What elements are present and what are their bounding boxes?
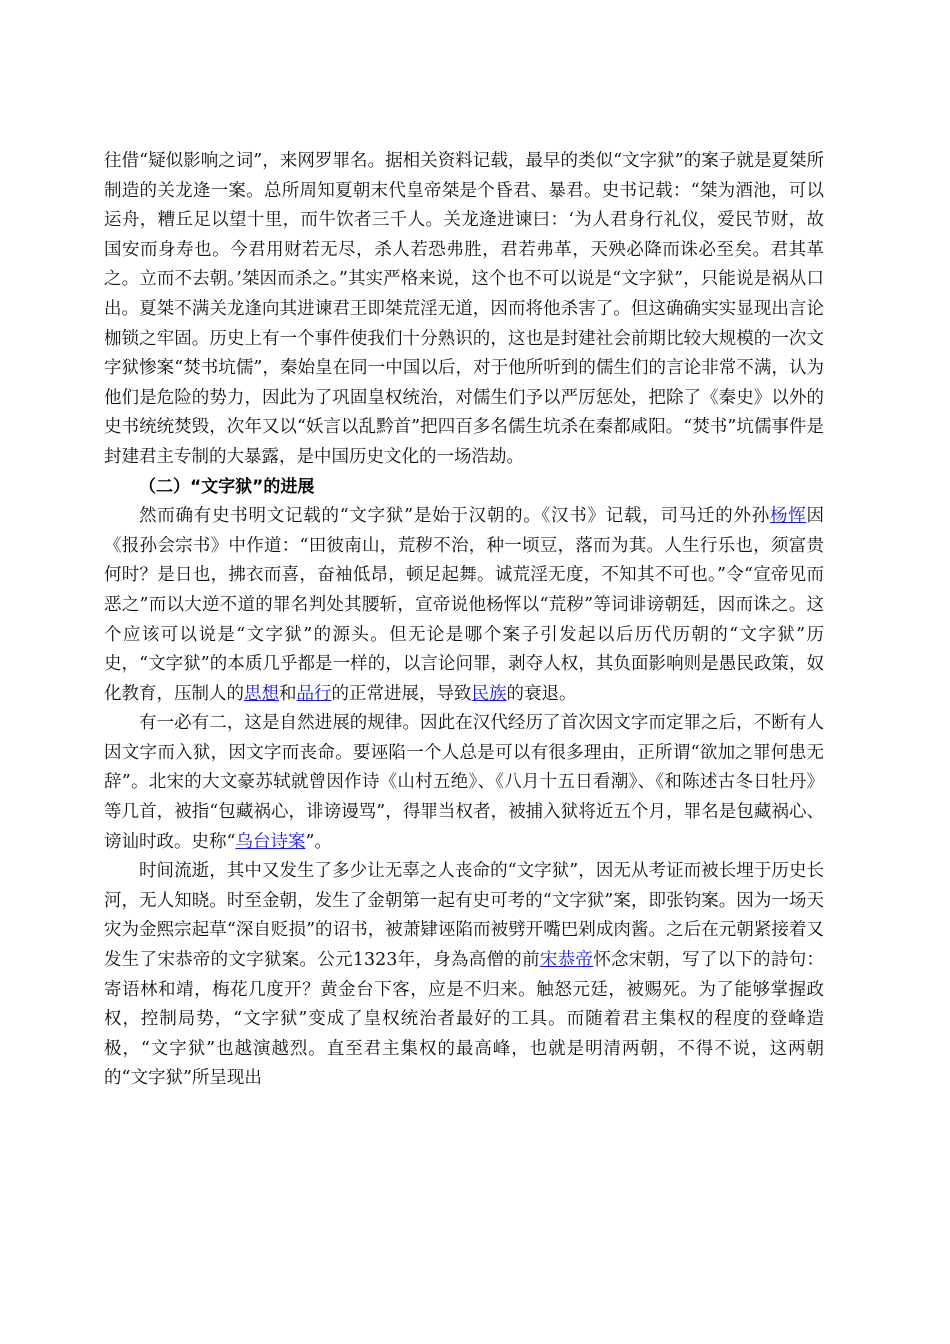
paragraph-text: 和 bbox=[279, 683, 297, 704]
link-minzu[interactable]: 民族 bbox=[471, 683, 507, 704]
paragraph-text: ”。 bbox=[305, 831, 332, 852]
link-wutai-shian[interactable]: 乌台诗案 bbox=[235, 831, 306, 852]
link-sixiang[interactable]: 思想 bbox=[244, 683, 279, 704]
paragraph-xia-jie-case bbox=[104, 147, 824, 473]
paragraph-text: 的衰退。 bbox=[506, 683, 577, 704]
paragraph-text: 怀念宋朝，写了以下的詩句：寄语林和靖，梅花几度开？黄金台下客，应是不归来。触怒元廷，被赐死。为了能够掌握政权，控制局势，“文字狱”变成了皇权统治者最好的工具。而随着君主集权的程度的登峰造极，“文字狱”也越演越烈。直至君主集权的最高峰，也就是明清两朝，不得不说，这两朝的“文字狱”所呈现出 bbox=[104, 950, 825, 1089]
paragraph-jin-yuan bbox=[104, 857, 824, 1094]
link-yang-yun[interactable]: 杨恽 bbox=[770, 506, 807, 527]
paragraph-han-dynasty bbox=[104, 502, 824, 709]
paragraph-text: 因《报孙会宗书》中作道：“田彼南山，荒秽不治，种一顷豆，落而为萁。人生行乐也，须富贵何时？是日也，拂衣而喜，奋袖低昂，顿足起舞。诚荒淫无度，不知其不可也。”令“宣帝见而恶之”而以大逆不道的罪名判处其腰斩，宣帝说他杨恽以“荒秽”等词诽谤朝廷，因而诛之。这个应该可以说是“文字狱”的源头。但无论是哪个案子引发起以后历代历朝的“文字狱”历史，“文字狱”的本质几乎都是一样的，以言论问罪，剥夺人权，其负面影响则是愚民政策，奴化教育，压制人的 bbox=[104, 506, 825, 704]
paragraph-text: 往借“疑似影响之词”，来网罗罪名。据相关资料记载，最早的类似“文字狱”的案子就是夏桀所制造的关龙逄一案。总所周知夏朝末代皇帝桀是个昏君、暴君。史书记载：“桀为酒池，可以运舟，糟丘足以望十里，而牛饮者三千人。关龙逄进谏曰：‘为人君身行礼仪，爱民节财，故国安而身寿也。今君用财若无尽，杀人若恐弗胜，君若弗革，天殃必降而诛必至矣。君其革之。立而不去朝。’桀因而杀之。”其实严格来说，这个也不可以说是“文字狱”，只能说是祸从口出。夏桀不满关龙逢向其进谏君王即桀荒淫无道，因而将他杀害了。但这确确实实显现出言论枷锁之牢固。历史上有一个事件使我们十分熟识的，这也是封建社会前期比较大规模的一次文字狱惨案“焚书坑儒”，秦始皇在同一中国以后，对于他所听到的儒生们的言论非常不满，认为他们是危险的势力，因此为了巩固皇权统治，对儒生们予以严厉惩处，把除了《秦史》以外的史书统统焚毁，次年又以“妖言以乱黔首”把四百多名儒生坑杀在秦都咸阳。“焚书”坑儒事件是封建君主专制的大暴露，是中国历史文化的一场浩劫。 bbox=[104, 151, 824, 467]
paragraph-text: 有一必有二，这是自然进展的规律。因此在汉代经历了首次因文字而定罪之后，不断有人因文字而入狱，因文字而丧命。要诬陷一个人总是可以有很多理由，正所谓“欲加之罪何患无辞”。北宋的大文豪苏轼就曾因作诗《山村五绝》、《八月十五日看潮》、《和陈述古冬日牡丹》等几首，被指“包藏祸心，诽谤谩骂”，得罪当权者，被捕入狱将近五个月，罪名是包藏祸心、谤讪时政。史称“ bbox=[104, 713, 824, 852]
section-heading-development: （二）“文字狱”的进展 bbox=[139, 476, 315, 497]
document-body bbox=[104, 147, 824, 1094]
paragraph-su-shi bbox=[104, 709, 824, 857]
paragraph-text: 的正常进展，导致 bbox=[331, 683, 472, 704]
link-song-gongdi[interactable]: 宋恭帝 bbox=[539, 950, 594, 971]
paragraph-text: 时间流逝，其中又发生了多少让无辜之人丧命的“文字狱”，因无从考证而被长埋于历史长河，无人知晓。时至金朝，发生了金朝第一起有史可考的“文字狱”案，即张钧案。因为一场天灾为金熙宗起草“深自贬损”的诏书，被萧肄诬陷而被劈开嘴巴剁成肉酱。之后在元朝紧接着又发生了宋恭帝的文字狱案。公元1323年，身為高僧的前 bbox=[104, 861, 824, 971]
paragraph-text: 然而确有史书明文记载的“文字狱”是始于汉朝的。《汉书》记载，司马迁的外孙 bbox=[139, 506, 771, 527]
link-pinxing[interactable]: 品行 bbox=[296, 683, 332, 704]
